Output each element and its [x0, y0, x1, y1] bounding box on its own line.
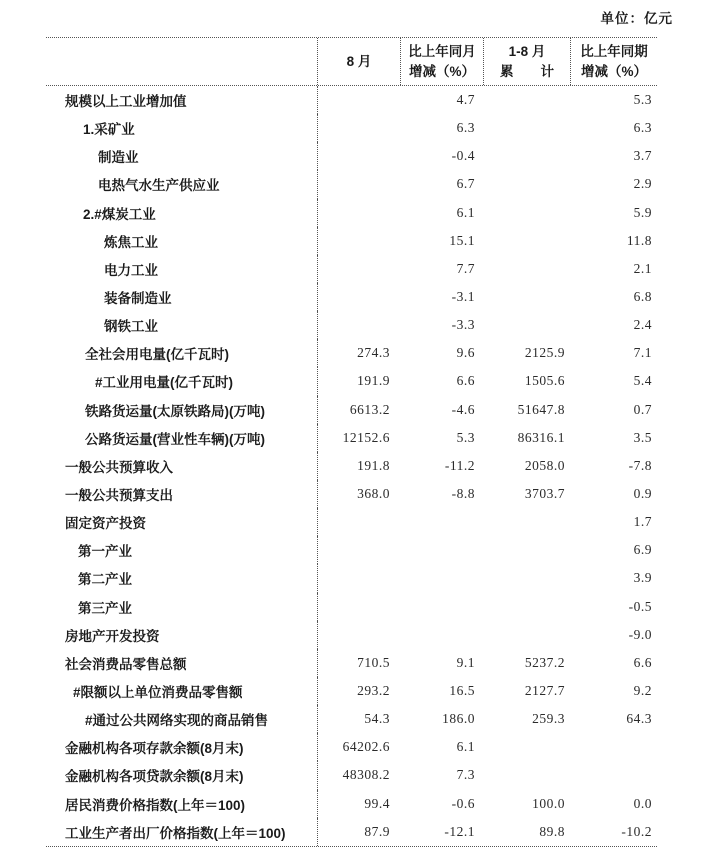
cell-august-value: 54.3: [364, 711, 390, 727]
header-line: 累 计: [500, 63, 554, 79]
row-label-text: 一般公共预算收入: [65, 459, 173, 475]
row-label-text: 第一产业: [78, 544, 132, 560]
header-indicator: [46, 38, 318, 85]
cell-yoy-change: 5.4: [633, 373, 652, 389]
cell-mom-change: -12.1: [444, 823, 475, 839]
cell-mom-change: 6.1: [456, 739, 475, 755]
table-row: [46, 396, 657, 424]
row-label: [46, 396, 318, 424]
cell-yoy-change: 7.1: [633, 345, 652, 361]
cell-yoy-change: 6.8: [633, 289, 652, 305]
cell-august-value: 99.4: [364, 795, 390, 811]
cell-yoy-change: [571, 733, 657, 761]
row-label: [46, 452, 318, 480]
cell-cumulative-value: 1505.6: [524, 373, 565, 389]
cell-august-value: [318, 86, 401, 114]
row-label: [46, 705, 318, 733]
row-label: [46, 733, 318, 761]
cell-august-value: 48308.2: [342, 767, 390, 783]
cell-cumulative-value: [484, 564, 571, 592]
header-line: 增减（%）: [408, 63, 475, 79]
header-august: [318, 38, 401, 85]
cell-mom-change: 4.7: [456, 92, 475, 108]
table-row: [46, 283, 657, 311]
cell-cumulative-value: 51647.8: [517, 401, 565, 417]
cell-yoy-change: 1.7: [633, 514, 652, 530]
cell-yoy-change: 5.9: [633, 204, 652, 220]
row-label: [46, 649, 318, 677]
cell-mom-change: 9.1: [456, 654, 475, 670]
table-row: [46, 593, 657, 621]
cell-cumulative-value: [484, 311, 571, 339]
table-header: [46, 38, 657, 86]
cell-yoy-change: 3.9: [633, 570, 652, 586]
row-label-text: 居民消费价格指数(上年＝100): [65, 797, 246, 813]
cell-mom-change: [401, 621, 484, 649]
cell-yoy-change: 11.8: [626, 232, 652, 248]
cell-mom-change: 6.6: [456, 373, 475, 389]
table-row: [46, 733, 657, 761]
cell-cumulative-value: [484, 86, 571, 114]
row-label-text: #限额以上单位消费品零售额: [73, 685, 243, 701]
cell-august-value: 87.9: [364, 823, 390, 839]
cell-mom-change: [401, 564, 484, 592]
table-row: [46, 536, 657, 564]
cell-yoy-change: -9.0: [628, 626, 652, 642]
row-label-text: 公路货运量(营业性车辆)(万吨): [85, 431, 265, 447]
cell-august-value: [318, 564, 401, 592]
table-row: [46, 649, 657, 677]
cell-august-value: [318, 283, 401, 311]
table-row: [46, 705, 657, 733]
cell-cumulative-value: [484, 733, 571, 761]
cell-august-value: 293.2: [357, 683, 390, 699]
table-row: [46, 170, 657, 198]
cell-mom-change: [401, 536, 484, 564]
table-row: [46, 790, 657, 818]
cell-yoy-change: 0.0: [633, 795, 652, 811]
cell-august-value: [318, 593, 401, 621]
table-row: [46, 199, 657, 227]
cell-mom-change: -3.3: [451, 317, 475, 333]
cell-august-value: [318, 536, 401, 564]
row-label: [46, 142, 318, 170]
cell-yoy-change: 0.7: [633, 401, 652, 417]
row-label: [46, 593, 318, 621]
cell-mom-change: -8.8: [451, 486, 475, 502]
row-label: [46, 790, 318, 818]
cell-mom-change: 6.3: [456, 120, 475, 136]
cell-yoy-change: 64.3: [626, 711, 652, 727]
row-label: [46, 114, 318, 142]
row-label: [46, 761, 318, 789]
header-mom-change: [401, 38, 484, 85]
cell-cumulative-value: 100.0: [532, 795, 565, 811]
cell-august-value: [318, 142, 401, 170]
row-label-text: 社会消费品零售总额: [65, 656, 187, 672]
table-row: [46, 367, 657, 395]
cell-yoy-change: 6.9: [633, 542, 652, 558]
row-label-text: 规模以上工业增加值: [65, 94, 187, 110]
row-label-text: 炼焦工业: [104, 234, 158, 250]
cell-cumulative-value: 2058.0: [524, 457, 565, 473]
header-yoy-change: [571, 38, 657, 85]
row-label: [46, 564, 318, 592]
row-label-text: 固定资产投资: [65, 516, 146, 532]
cell-mom-change: 16.5: [449, 683, 475, 699]
cell-mom-change: -11.2: [444, 457, 475, 473]
cell-august-value: [318, 227, 401, 255]
row-label-text: #通过公共网络实现的商品销售: [85, 713, 269, 729]
row-label-text: 一般公共预算支出: [65, 488, 173, 504]
table-row: [46, 227, 657, 255]
row-label-text: 第三产业: [78, 600, 132, 616]
cell-yoy-change: 3.5: [633, 429, 652, 445]
cell-cumulative-value: [484, 199, 571, 227]
row-label: [46, 621, 318, 649]
table-row: [46, 761, 657, 789]
cell-august-value: 710.5: [357, 654, 390, 670]
cell-yoy-change: 3.7: [633, 148, 652, 164]
cell-yoy-change: [571, 761, 657, 789]
row-label: [46, 508, 318, 536]
cell-cumulative-value: [484, 142, 571, 170]
table-row: [46, 114, 657, 142]
table-row: [46, 621, 657, 649]
cell-mom-change: 7.3: [456, 767, 475, 783]
cell-cumulative-value: [484, 114, 571, 142]
cell-august-value: 12152.6: [342, 429, 390, 445]
unit-label: 单位：亿元: [600, 11, 673, 26]
cell-cumulative-value: 86316.1: [517, 429, 565, 445]
cell-august-value: 368.0: [357, 486, 390, 502]
cell-mom-change: 5.3: [456, 429, 475, 445]
row-label: [46, 480, 318, 508]
row-label-text: 制造业: [98, 150, 139, 166]
row-label-text: 房地产开发投资: [65, 628, 160, 644]
row-label: [46, 677, 318, 705]
cell-cumulative-value: [484, 170, 571, 198]
cell-august-value: 191.8: [357, 457, 390, 473]
cell-august-value: 6613.2: [349, 401, 390, 417]
table-row: [46, 480, 657, 508]
cell-mom-change: [401, 593, 484, 621]
row-label-text: 全社会用电量(亿千瓦时): [85, 347, 229, 363]
row-label-text: 1.采矿业: [83, 122, 135, 138]
row-label: [46, 424, 318, 452]
cell-yoy-change: 2.9: [633, 176, 652, 192]
row-label: [46, 170, 318, 198]
row-label: [46, 818, 318, 846]
header-line: 增减（%）: [580, 63, 647, 79]
cell-mom-change: -3.1: [451, 289, 475, 305]
row-label-text: #工业用电量(亿千瓦时): [95, 375, 233, 391]
indicator-table: [46, 37, 657, 847]
row-label-text: 铁路货运量(太原铁路局)(万吨): [85, 403, 265, 419]
cell-cumulative-value: 5237.2: [524, 654, 565, 670]
cell-august-value: [318, 621, 401, 649]
cell-august-value: 191.9: [357, 373, 390, 389]
cell-yoy-change: 5.3: [633, 92, 652, 108]
row-label-text: 钢铁工业: [104, 319, 158, 335]
cell-cumulative-value: [484, 255, 571, 283]
row-label: [46, 311, 318, 339]
cell-august-value: [318, 255, 401, 283]
row-label-text: 电力工业: [104, 262, 158, 278]
cell-yoy-change: -10.2: [621, 823, 652, 839]
row-label-text: 工业生产者出厂价格指数(上年＝100): [65, 825, 286, 841]
cell-cumulative-value: [484, 227, 571, 255]
table-row: [46, 677, 657, 705]
cell-yoy-change: -0.5: [628, 598, 652, 614]
row-label: [46, 536, 318, 564]
cell-august-value: [318, 199, 401, 227]
cell-mom-change: [401, 508, 484, 536]
table-row: [46, 564, 657, 592]
table-row: [46, 142, 657, 170]
cell-august-value: [318, 508, 401, 536]
cell-yoy-change: 6.3: [633, 120, 652, 136]
cell-mom-change: 6.1: [456, 204, 475, 220]
row-label-text: 金融机构各项存款余额(8月末): [65, 741, 244, 757]
cell-cumulative-value: 3703.7: [524, 486, 565, 502]
cell-cumulative-value: 2127.7: [524, 683, 565, 699]
cell-cumulative-value: [484, 508, 571, 536]
cell-cumulative-value: [484, 761, 571, 789]
table-row: [46, 339, 657, 367]
cell-august-value: [318, 170, 401, 198]
cell-mom-change: 7.7: [456, 260, 475, 276]
cell-yoy-change: -7.8: [628, 457, 652, 473]
table-row: [46, 424, 657, 452]
cell-yoy-change: 9.2: [633, 683, 652, 699]
table-body: [46, 86, 657, 846]
cell-mom-change: 15.1: [449, 232, 475, 248]
row-label: [46, 339, 318, 367]
row-label: [46, 283, 318, 311]
table-row: [46, 255, 657, 283]
row-label-text: 金融机构各项贷款余额(8月末): [65, 769, 244, 785]
cell-mom-change: -0.4: [451, 148, 475, 164]
cell-cumulative-value: 89.8: [539, 823, 565, 839]
cell-august-value: 64202.6: [342, 739, 390, 755]
cell-mom-change: -4.6: [451, 401, 475, 417]
cell-august-value: 274.3: [357, 345, 390, 361]
table-row: [46, 86, 657, 114]
cell-august-value: [318, 114, 401, 142]
cell-cumulative-value: [484, 283, 571, 311]
header-cumulative: [484, 38, 571, 85]
row-label: [46, 367, 318, 395]
header-line: 比上年同期: [580, 43, 648, 59]
cell-yoy-change: 0.9: [633, 486, 652, 502]
header-line: 比上年同月: [408, 43, 476, 59]
cell-yoy-change: 6.6: [633, 654, 652, 670]
row-label: [46, 199, 318, 227]
cell-yoy-change: 2.1: [633, 260, 652, 276]
cell-mom-change: 6.7: [456, 176, 475, 192]
cell-mom-change: -0.6: [451, 795, 475, 811]
cell-cumulative-value: 2125.9: [524, 345, 565, 361]
table-row: [46, 508, 657, 536]
table-row: [46, 452, 657, 480]
row-label: [46, 86, 318, 114]
row-label-text: 电热气水生产供应业: [98, 178, 220, 194]
cell-cumulative-value: [484, 536, 571, 564]
header-line: 8 月: [346, 53, 372, 69]
cell-cumulative-value: [484, 621, 571, 649]
row-label-text: 2.#煤炭工业: [83, 206, 156, 222]
cell-yoy-change: 2.4: [633, 317, 652, 333]
cell-cumulative-value: 259.3: [532, 711, 565, 727]
cell-august-value: [318, 311, 401, 339]
row-label-text: 装备制造业: [104, 291, 172, 307]
cell-mom-change: 186.0: [442, 711, 475, 727]
table-row: [46, 311, 657, 339]
header-line: 1-8 月: [508, 43, 546, 59]
table-row: [46, 818, 657, 846]
row-label: [46, 255, 318, 283]
row-label: [46, 227, 318, 255]
row-label-text: 第二产业: [78, 572, 132, 588]
cell-cumulative-value: [484, 593, 571, 621]
cell-mom-change: 9.6: [456, 345, 475, 361]
